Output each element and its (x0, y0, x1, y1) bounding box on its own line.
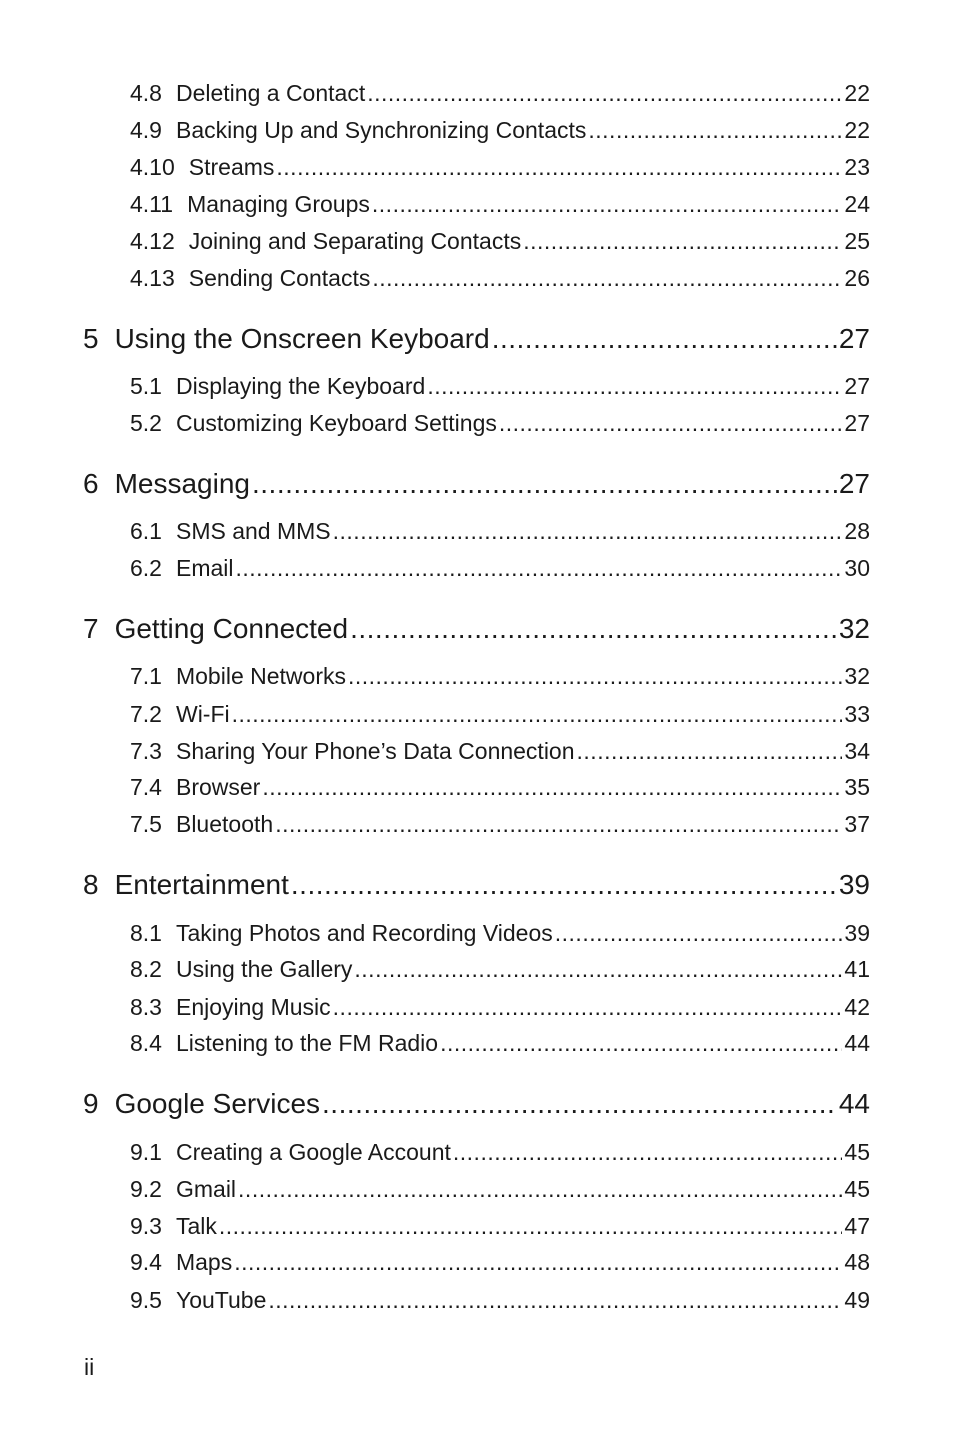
entry-number: 8.4 (130, 1030, 162, 1056)
entry-page: 37 (844, 811, 870, 837)
toc-chapter-entry[interactable] (83, 321, 870, 357)
toc-chapter-entry[interactable] (83, 611, 870, 647)
dot-leader (499, 408, 843, 438)
entry-page: 34 (844, 738, 870, 764)
entry-number: 9.2 (130, 1176, 162, 1202)
dot-leader (350, 611, 837, 647)
entry-number: 8.2 (130, 956, 162, 982)
dot-leader (236, 553, 843, 583)
dot-leader (492, 321, 837, 357)
entry-number: 7.2 (130, 701, 162, 727)
entry-page: 48 (844, 1249, 870, 1275)
toc-entry[interactable] (130, 1174, 870, 1204)
dot-leader (577, 736, 843, 766)
entry-page: 27 (844, 410, 870, 436)
toc-entry[interactable] (130, 954, 870, 984)
entry-number: 4.11 (130, 191, 174, 217)
entry-number: 9.4 (130, 1249, 162, 1275)
entry-title: Mobile Networks (175, 663, 346, 689)
chapter-title: Getting Connected (114, 613, 349, 644)
entry-page: 45 (844, 1139, 870, 1165)
entry-page: 25 (844, 228, 870, 254)
chapter-page: 27 (838, 323, 870, 354)
entry-page: 22 (844, 80, 870, 106)
dot-leader (333, 992, 843, 1022)
entry-title: Sharing Your Phone’s Data Connection (175, 738, 575, 764)
toc-entry[interactable] (130, 661, 870, 691)
entry-page: 42 (844, 994, 870, 1020)
chapter-page: 39 (838, 869, 870, 900)
toc-entry[interactable] (130, 408, 870, 438)
chapter-page: 32 (838, 613, 870, 644)
dot-leader (275, 809, 842, 839)
entry-page: 47 (844, 1213, 870, 1239)
entry-title: Deleting a Contact (175, 80, 366, 106)
toc-entry[interactable] (130, 772, 870, 802)
dot-leader (348, 661, 842, 691)
toc-entry[interactable] (130, 516, 870, 546)
entry-title: Streams (188, 154, 275, 180)
entry-title: Sending Contacts (188, 265, 371, 291)
entry-number: 7.4 (130, 774, 162, 800)
dot-leader (372, 189, 843, 219)
dot-leader (276, 152, 842, 182)
entry-number: 8.1 (130, 920, 162, 946)
dot-leader (440, 1028, 842, 1058)
dot-leader (268, 1285, 842, 1315)
dot-leader (262, 772, 842, 802)
dot-leader (333, 516, 843, 546)
entry-number: 7.3 (130, 738, 162, 764)
entry-number: 4.9 (130, 117, 162, 143)
entry-number: 4.10 (130, 154, 175, 180)
toc-entry[interactable] (130, 992, 870, 1022)
toc-entry[interactable] (130, 226, 870, 256)
toc-entry[interactable] (130, 189, 870, 219)
entry-title: Joining and Separating Contacts (188, 228, 522, 254)
entry-number: 9.5 (130, 1287, 162, 1313)
toc-entry[interactable] (130, 152, 870, 182)
entry-page: 27 (844, 373, 870, 399)
dot-leader (232, 699, 843, 729)
toc-entry[interactable] (130, 736, 870, 766)
dot-leader (291, 867, 837, 903)
entry-title: Bluetooth (175, 811, 274, 837)
entry-page: 32 (844, 663, 870, 689)
entry-number: 8.3 (130, 994, 162, 1020)
toc-chapter-entry[interactable] (83, 466, 870, 502)
chapter-title: Entertainment (114, 869, 289, 900)
entry-page: 26 (844, 265, 870, 291)
entry-page: 23 (844, 154, 870, 180)
toc-entry[interactable] (130, 809, 870, 839)
dot-leader (555, 918, 843, 948)
toc-entry[interactable] (130, 553, 870, 583)
toc-entry[interactable] (130, 263, 870, 293)
entry-title: Listening to the FM Radio (175, 1030, 439, 1056)
chapter-number: 9 (83, 1088, 99, 1119)
entry-title: Gmail (175, 1176, 237, 1202)
entry-number: 9.3 (130, 1213, 162, 1239)
entry-number: 6.1 (130, 518, 162, 544)
dot-leader (367, 78, 842, 108)
dot-leader (523, 226, 842, 256)
toc-entry[interactable] (130, 1211, 870, 1241)
page-number: ii (84, 1354, 95, 1380)
toc-entry[interactable] (130, 1028, 870, 1058)
dot-leader (354, 954, 842, 984)
entry-title: Enjoying Music (175, 994, 331, 1020)
chapter-number: 7 (83, 613, 99, 644)
chapter-number: 6 (83, 468, 99, 499)
dot-leader (322, 1086, 837, 1122)
toc-entry[interactable] (130, 1285, 870, 1315)
entry-number: 9.1 (130, 1139, 162, 1165)
entry-title: Wi-Fi (175, 701, 230, 727)
toc-entry[interactable] (130, 918, 870, 948)
entry-number: 6.2 (130, 555, 162, 581)
dot-leader (238, 1174, 842, 1204)
dot-leader (252, 466, 837, 502)
entry-page: 41 (844, 956, 870, 982)
entry-number: 7.5 (130, 811, 162, 837)
dot-leader (372, 263, 842, 293)
entry-page: 22 (844, 117, 870, 143)
entry-title: Backing Up and Synchronizing Contacts (175, 117, 587, 143)
toc-entry[interactable] (130, 699, 870, 729)
chapter-number: 8 (83, 869, 99, 900)
chapter-number: 5 (83, 323, 99, 354)
entry-title: Email (175, 555, 234, 581)
entry-title: Using the Gallery (175, 956, 353, 982)
toc-entry[interactable] (130, 78, 870, 108)
entry-number: 4.13 (130, 265, 175, 291)
entry-page: 35 (844, 774, 870, 800)
entry-page: 28 (844, 518, 870, 544)
entry-page: 45 (844, 1176, 870, 1202)
toc-chapter-entry[interactable] (83, 1086, 870, 1122)
dot-leader (453, 1137, 843, 1167)
chapter-title: Messaging (114, 468, 250, 499)
entry-number: 4.12 (130, 228, 175, 254)
entry-title: SMS and MMS (175, 518, 331, 544)
entry-title: Taking Photos and Recording Videos (175, 920, 553, 946)
toc-entry[interactable] (130, 115, 870, 145)
entry-title: Customizing Keyboard Settings (175, 410, 497, 436)
chapter-title: Google Services (114, 1088, 321, 1119)
entry-number: 5.2 (130, 410, 162, 436)
entry-page: 39 (844, 920, 870, 946)
entry-title: Browser (175, 774, 261, 800)
entry-page: 44 (844, 1030, 870, 1056)
entry-number: 5.1 (130, 373, 162, 399)
entry-page: 30 (844, 555, 870, 581)
dot-leader (219, 1211, 843, 1241)
entry-number: 4.8 (130, 80, 162, 106)
toc-entry[interactable] (130, 371, 870, 401)
entry-title: Maps (175, 1249, 233, 1275)
chapter-page: 44 (838, 1088, 870, 1119)
entry-title: Displaying the Keyboard (175, 373, 426, 399)
entry-page: 24 (844, 191, 870, 217)
toc-chapter-entry[interactable] (83, 867, 870, 903)
entry-title: Creating a Google Account (175, 1139, 451, 1165)
entry-page: 49 (844, 1287, 870, 1313)
chapter-page: 27 (838, 468, 870, 499)
dot-leader (427, 371, 842, 401)
entry-title: Talk (175, 1213, 217, 1239)
dot-leader (234, 1247, 842, 1277)
chapter-title: Using the Onscreen Keyboard (114, 323, 490, 354)
dot-leader (588, 115, 842, 145)
entry-page: 33 (844, 701, 870, 727)
entry-number: 7.1 (130, 663, 162, 689)
toc-entry[interactable] (130, 1247, 870, 1277)
toc-entry[interactable] (130, 1137, 870, 1167)
entry-title: YouTube (175, 1287, 267, 1313)
entry-title: Managing Groups (187, 191, 370, 217)
